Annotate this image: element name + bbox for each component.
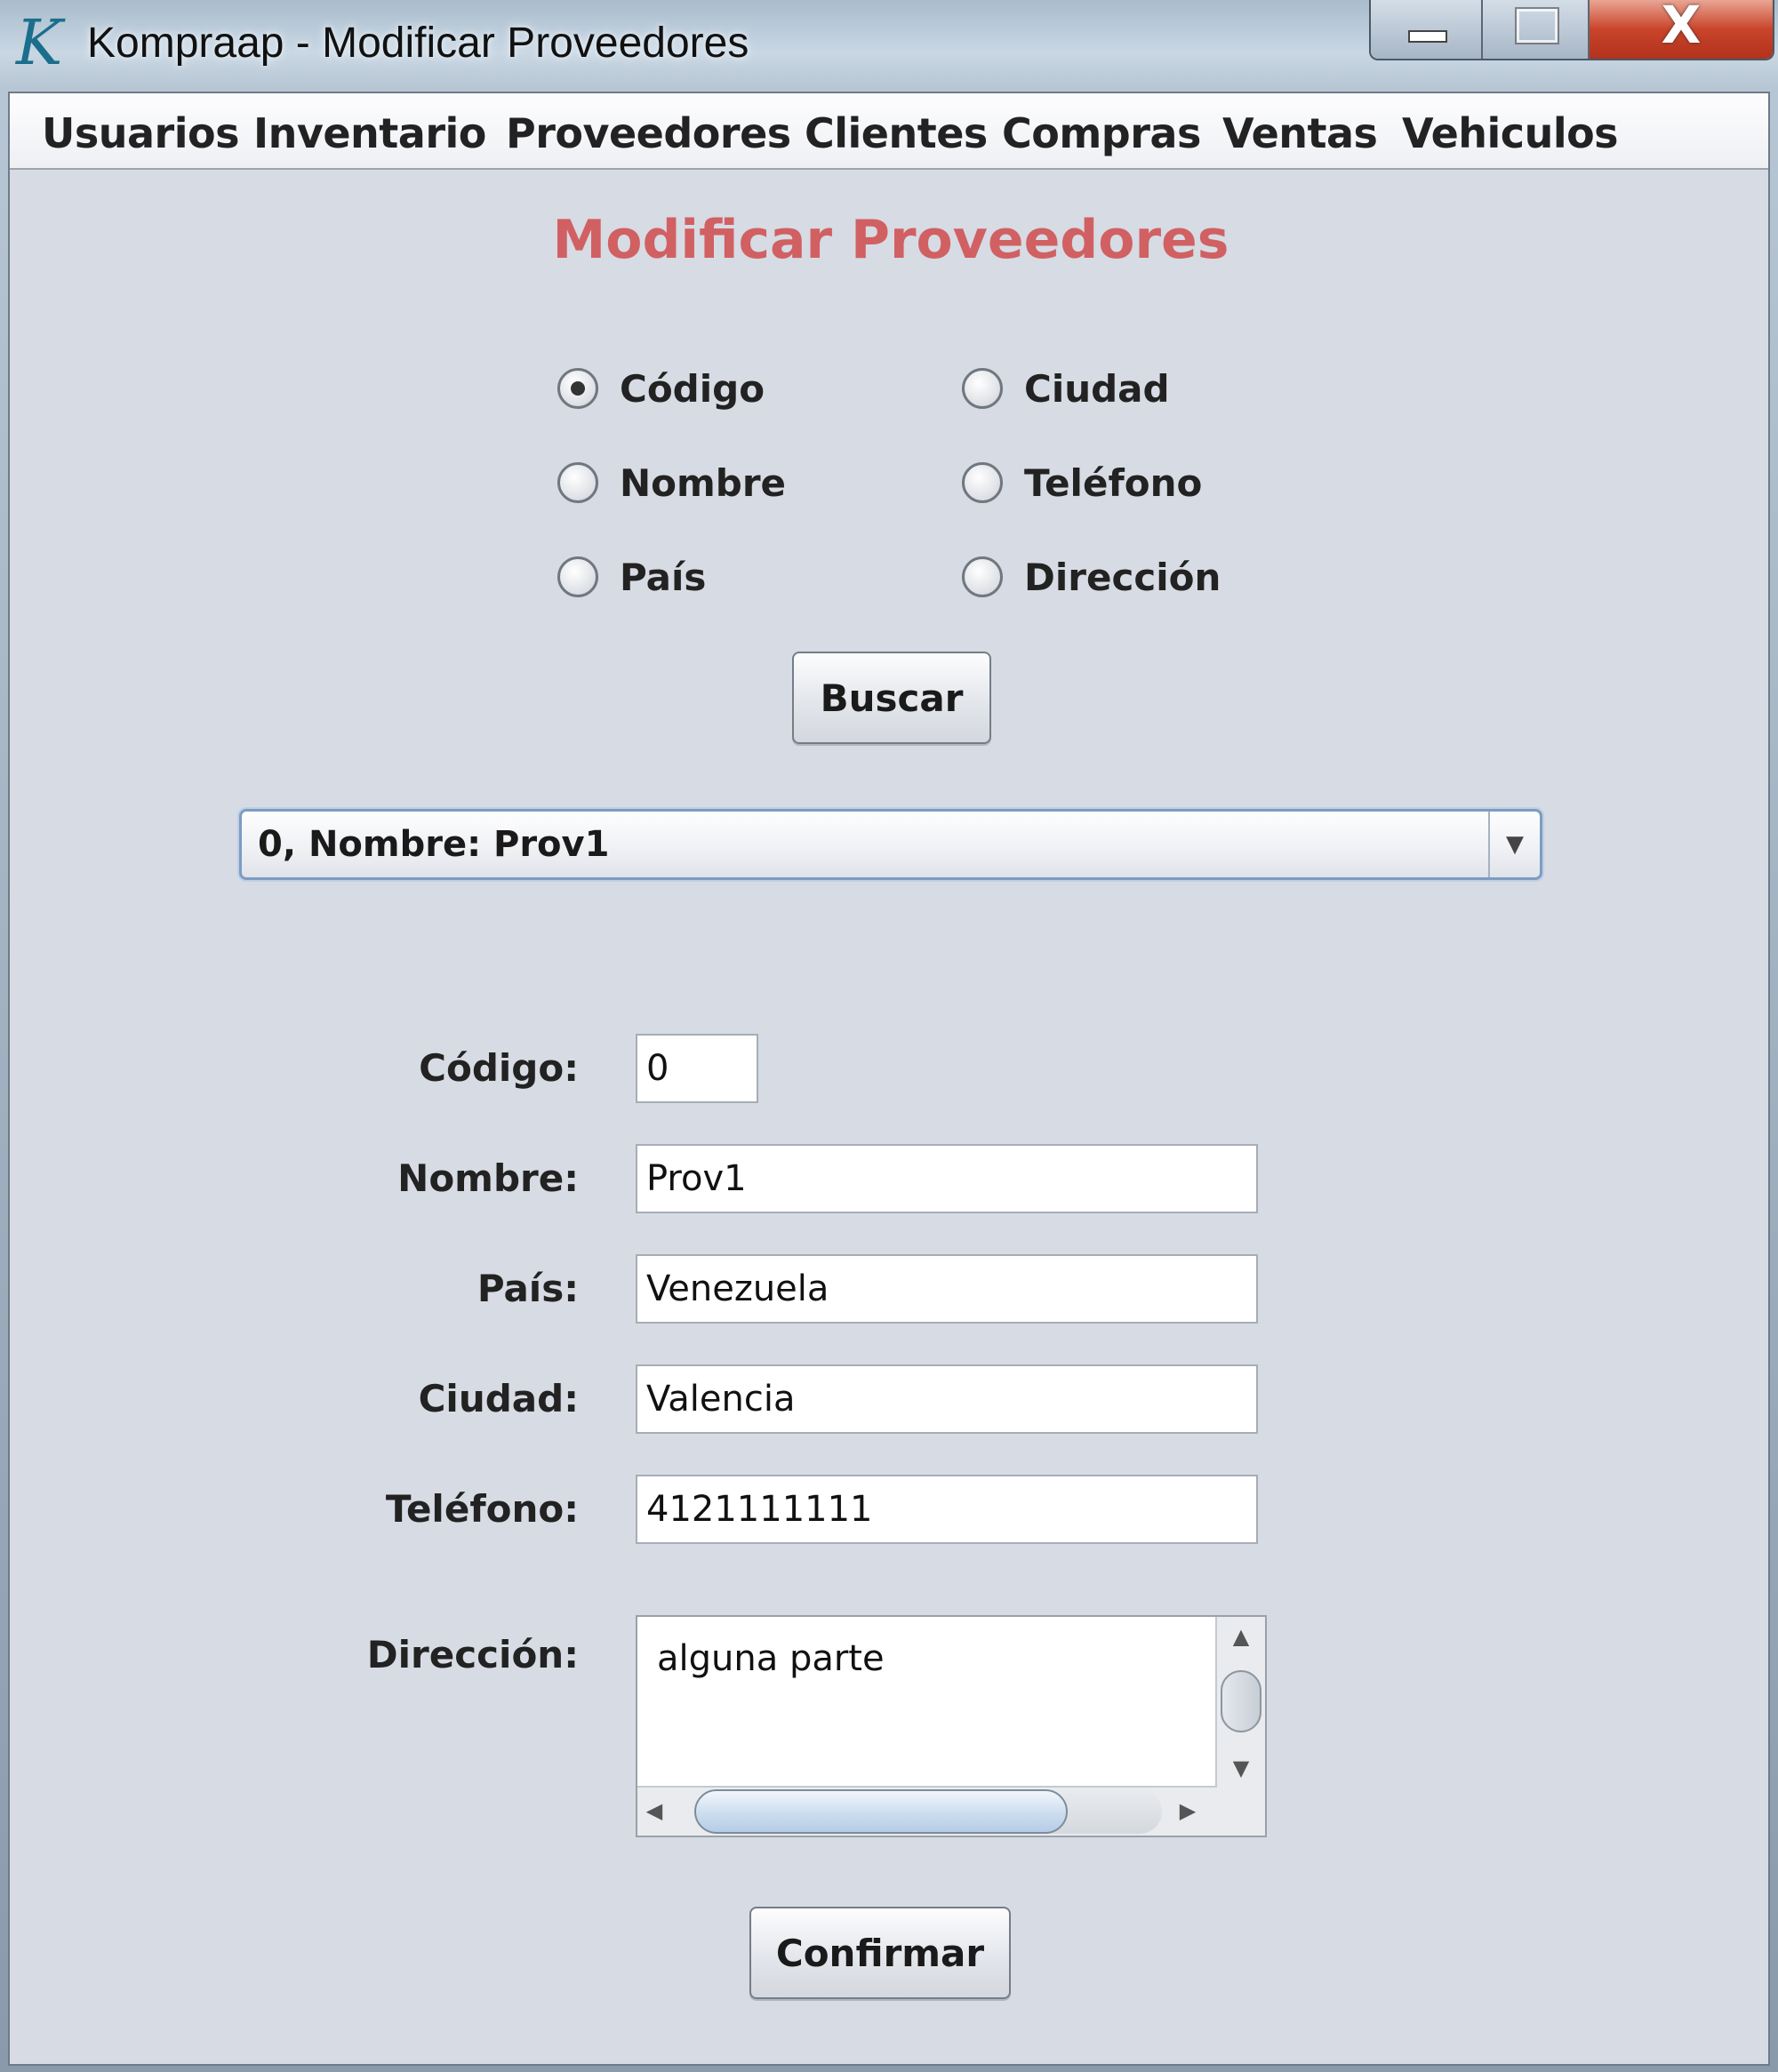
horizontal-scroll-thumb[interactable] bbox=[694, 1789, 1068, 1834]
menu-ventas[interactable]: Ventas bbox=[1222, 109, 1378, 157]
window-controls bbox=[1369, 0, 1774, 60]
minimize-icon bbox=[1408, 30, 1447, 43]
radio-nombre[interactable] bbox=[557, 452, 786, 514]
menu-bar bbox=[10, 93, 1768, 170]
radio-indicator[interactable] bbox=[557, 462, 598, 503]
menu-inventario[interactable]: Inventario bbox=[253, 109, 486, 157]
window-title: Kompraap - Modificar Proveedores bbox=[87, 20, 749, 67]
radio-codigo[interactable] bbox=[557, 357, 765, 420]
maximize-icon bbox=[1517, 9, 1558, 43]
scroll-right-icon[interactable]: ▶ bbox=[1179, 1798, 1197, 1823]
menu-vehiculos[interactable]: Vehiculos bbox=[1402, 109, 1619, 157]
minimize-button[interactable] bbox=[1371, 0, 1483, 59]
radio-telefono[interactable] bbox=[962, 452, 1202, 514]
chevron-down-icon[interactable]: ▼ bbox=[1488, 812, 1540, 877]
vertical-scroll-thumb[interactable] bbox=[1221, 1670, 1261, 1732]
close-icon: X bbox=[1661, 0, 1702, 55]
confirm-button[interactable]: Confirmar bbox=[749, 1907, 1011, 1999]
horizontal-scrollbar[interactable] bbox=[637, 1786, 1217, 1836]
search-button[interactable]: Buscar bbox=[792, 652, 991, 744]
vertical-scrollbar[interactable] bbox=[1215, 1617, 1265, 1789]
pais-field[interactable] bbox=[636, 1254, 1258, 1324]
scroll-down-icon[interactable]: ▼ bbox=[1232, 1756, 1250, 1780]
codigo-field[interactable] bbox=[636, 1034, 758, 1103]
radio-label: Código bbox=[620, 366, 765, 411]
radio-direccion[interactable] bbox=[962, 546, 1221, 608]
scroll-left-icon[interactable]: ◀ bbox=[645, 1798, 663, 1823]
codigo-label: Código: bbox=[419, 1046, 579, 1090]
client-area bbox=[8, 92, 1770, 2066]
direccion-label: Dirección: bbox=[366, 1633, 579, 1676]
scroll-corner bbox=[1217, 1788, 1265, 1836]
radio-label: Dirección bbox=[1024, 555, 1221, 599]
menu-compras[interactable]: Compras bbox=[1002, 109, 1201, 157]
title-bar[interactable] bbox=[0, 0, 1778, 89]
radio-ciudad[interactable] bbox=[962, 357, 1170, 420]
direccion-text: alguna parte bbox=[657, 1638, 885, 1679]
telefono-label: Teléfono: bbox=[385, 1487, 579, 1531]
radio-indicator[interactable] bbox=[557, 368, 598, 409]
radio-label: Teléfono bbox=[1024, 460, 1203, 505]
maximize-button[interactable] bbox=[1483, 0, 1590, 59]
menu-clientes[interactable]: Clientes bbox=[805, 109, 988, 157]
radio-indicator[interactable] bbox=[962, 556, 1003, 597]
direccion-textarea[interactable] bbox=[636, 1615, 1267, 1837]
page-title: Modificar Proveedores bbox=[552, 209, 1229, 271]
nombre-label: Nombre: bbox=[397, 1156, 579, 1200]
telefono-field[interactable] bbox=[636, 1475, 1258, 1544]
app-logo-icon: K bbox=[16, 6, 63, 79]
scroll-up-icon[interactable]: ▲ bbox=[1232, 1624, 1250, 1649]
radio-label: Ciudad bbox=[1024, 366, 1170, 411]
nombre-field[interactable] bbox=[636, 1144, 1258, 1213]
results-dropdown[interactable] bbox=[239, 809, 1542, 880]
radio-indicator[interactable] bbox=[962, 462, 1003, 503]
close-button[interactable] bbox=[1590, 0, 1773, 59]
dropdown-selected-value: 0, Nombre: Prov1 bbox=[258, 824, 610, 865]
radio-indicator[interactable] bbox=[557, 556, 598, 597]
pais-label: País: bbox=[477, 1267, 579, 1310]
menu-proveedores[interactable]: Proveedores bbox=[506, 109, 791, 157]
ciudad-field[interactable] bbox=[636, 1364, 1258, 1434]
radio-indicator[interactable] bbox=[962, 368, 1003, 409]
radio-pais[interactable] bbox=[557, 546, 706, 608]
radio-label: Nombre bbox=[620, 460, 787, 505]
radio-label: País bbox=[620, 555, 707, 599]
menu-usuarios[interactable]: Usuarios bbox=[42, 109, 239, 157]
ciudad-label: Ciudad: bbox=[418, 1377, 579, 1420]
